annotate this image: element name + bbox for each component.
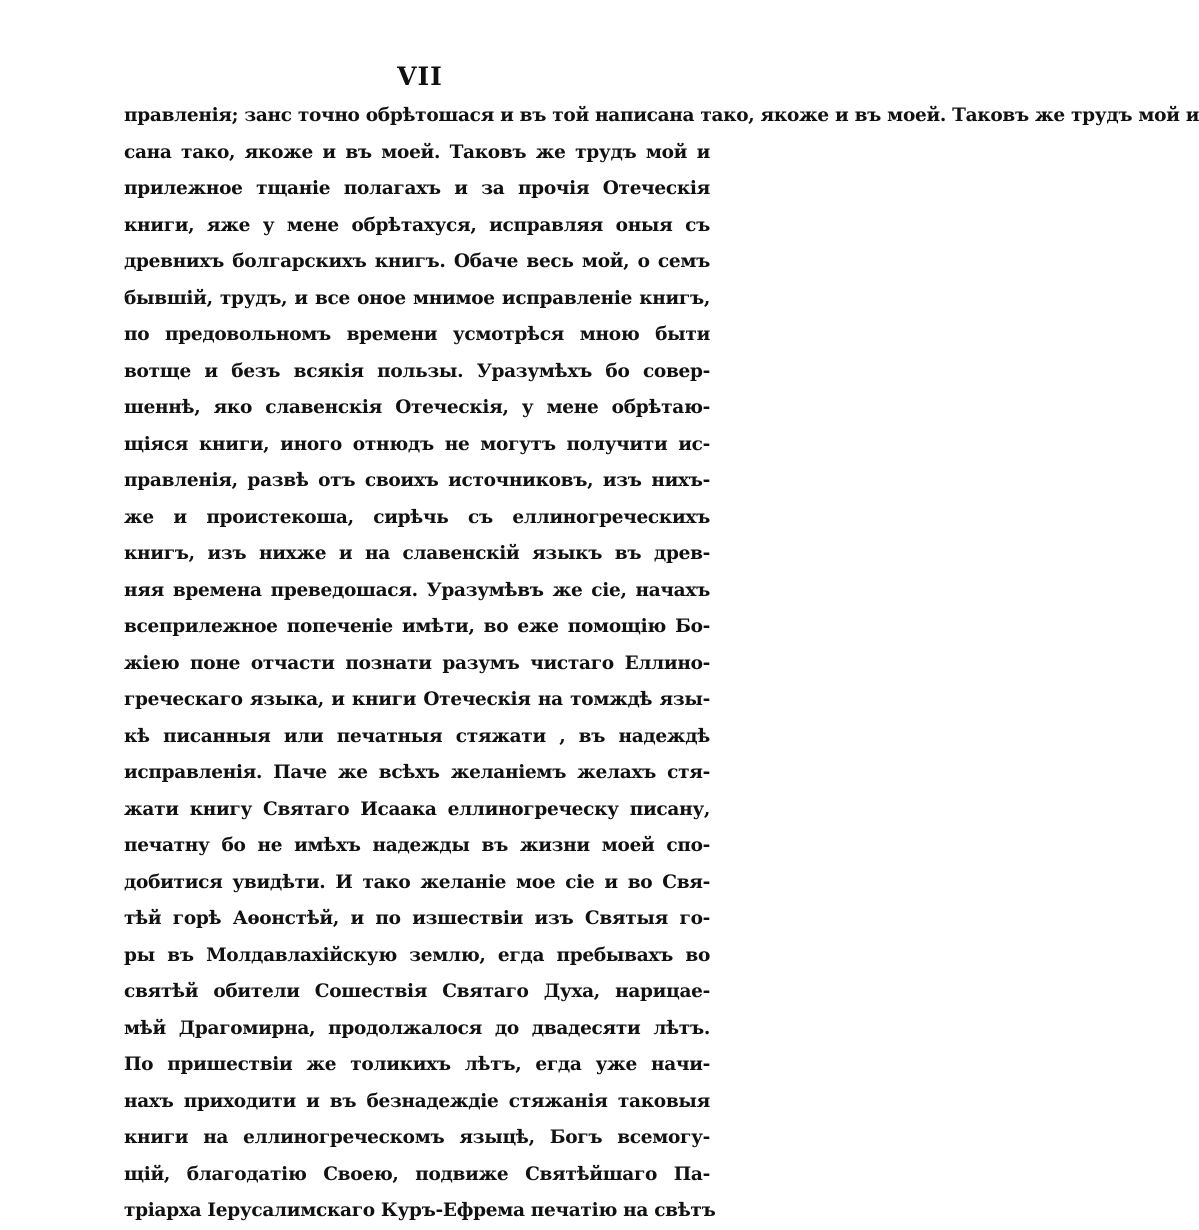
text-line: ры въ Молдавлахійскую землю, егда пребывахъ во xyxy=(124,944,710,966)
text-line: сана тако, якоже и въ моей. Таковъ же трудъ мой и xyxy=(124,141,710,163)
text-line: древнихъ болгарскихъ книгъ. Обаче весь мой, о семъ xyxy=(124,251,710,272)
text-line: книгъ, изъ нихже и на славенскій языкъ въ древ- xyxy=(124,543,710,564)
text-line: тѣй горѣ Аѳонстѣй, и по изшествіи изъ Святыя го- xyxy=(124,908,710,929)
text-line: правленія; занс точно обрѣтошася и въ той написана тако, якоже и въ моей. Таковъ же трудъ мой и xyxy=(124,105,1199,126)
text-line: же и проистекоша, сирѣчь съ еллиногреческихъ xyxy=(124,506,710,528)
text-line: шеннѣ, яко славенскія Отеческія, у мене обрѣтаю- xyxy=(124,397,710,418)
text-line: исправленія. Паче же всѣхъ желаніемъ желахъ стя- xyxy=(124,762,710,783)
text-line: щій, благодатію Своею, подвиже Святѣйшаго Па- xyxy=(124,1163,710,1185)
text-line: бывшій, трудъ, и все оное мнимое исправленіе книгъ, xyxy=(124,287,710,309)
text-line: всеприлежное попеченіе имѣти, во еже помощію Бо- xyxy=(124,616,710,637)
text-line: нахъ приходити и въ безнадеждіе стяжанія таковыя xyxy=(124,1090,710,1112)
text-line: книги на еллиногреческомъ языцѣ, Богъ всемогу- xyxy=(124,1127,710,1148)
text-line: добитися увидѣти. И тако желаніе мое сіе и во Свя- xyxy=(124,871,710,893)
text-line: жіею поне отчасти познати разумъ чистаго Еллино- xyxy=(124,652,710,674)
text-line: тріарха Іерусалимскаго Куръ-Ефрема печатію на свѣтъ xyxy=(124,1200,716,1221)
text-line: прилежное тщаніе полагахъ и за прочія Отеческія xyxy=(124,178,710,199)
text-line: по предовольномъ времени усмотрѣся мною быти xyxy=(124,324,710,345)
text-line: вотще и безъ всякія пользы. Уразумѣхъ бо совер- xyxy=(124,360,710,382)
text-line: мѣй Драгомирна, продолжалося до двадесяти лѣтъ. xyxy=(124,1017,710,1039)
text-line: святѣй обители Сошествія Святаго Духа, нарицае- xyxy=(124,981,710,1002)
text-line: греческаго языка, и книги Отеческія на томждѣ язы- xyxy=(124,689,710,710)
text-line: правленія, развѣ отъ своихъ источниковъ, изъ нихъ- xyxy=(124,470,710,491)
body-text xyxy=(124,98,1199,1230)
text-line: печатну бо не имѣхъ надежды въ жизни моей спо- xyxy=(124,835,710,856)
text-line: кѣ писанныя или печатныя стяжати , въ надеждѣ xyxy=(124,725,710,747)
text-line: книги, яже у мене обрѣтахуся, исправляя оныя съ xyxy=(124,214,710,236)
text-line: щіяся книги, иного отнюдъ не могутъ получити ис- xyxy=(124,433,710,455)
page-number: VII xyxy=(397,62,443,91)
text-line: жати книгу Святаго Исаака еллиногреческу писану, xyxy=(124,798,710,820)
text-line: По пришествіи же толикихъ лѣтъ, егда уже начи- xyxy=(124,1054,710,1075)
text-line: няя времена преведошася. Уразумѣвъ же сіе, начахъ xyxy=(124,579,710,601)
